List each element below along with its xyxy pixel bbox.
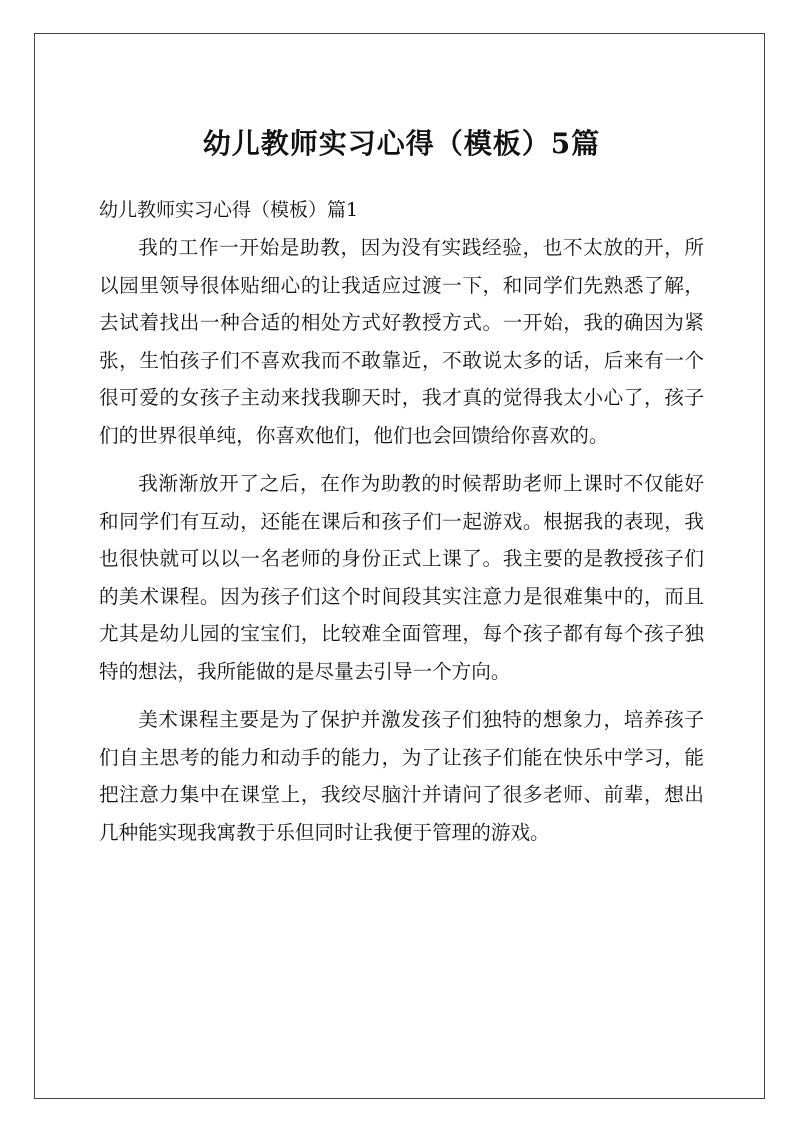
paragraph-3: 美术课程主要是为了保护并激发孩子们独特的想象力，培养孩子们自主思考的能力和动手的能力，为了让孩子们能在快乐中学习，能把注意力集中在课堂上，我绞尽脑汁并请问了很多老师、前辈，想出几种能实现我寓教于乐但同时让我便于管理的游戏。 [99, 708, 704, 844]
section-heading: 幼儿教师实习心得（模板）篇1 [99, 199, 359, 221]
paragraph-1: 我的工作一开始是助教，因为没有实践经验，也不太放的开，所以园里领导很体贴细心的让我适应过渡一下，和同学们先熟悉了解，去试着找出一种合适的相处方式好教授方式。一开始，我的确因为紧张，生怕孩子们不喜欢我而不敢靠近，不敢说太多的话，后来有一个很可爱的女孩子主动来找我聊天时，我才真的觉得我太小心了，孩子们的世界很单纯，你喜欢他们，他们也会回馈给你喜欢的。 [99, 236, 704, 447]
paragraph-2: 我渐渐放开了之后，在作为助教的时候帮助老师上课时不仅能好和同学们有互动，还能在课后和孩子们一起游戏。根据我的表现，我也很快就可以以一名老师的身份正式上课了。我主要的是教授孩子们的美术课程。因为孩子们这个时间段其实注意力是很难集中的，而且尤其是幼儿园的宝宝们，比较难全面管理，每个孩子都有每个孩子独特的想法，我所能做的是尽量去引导一个方向。 [99, 472, 704, 683]
document-title: 幼儿教师实习心得（模板）5篇 [202, 127, 601, 160]
document-body [99, 118, 704, 851]
